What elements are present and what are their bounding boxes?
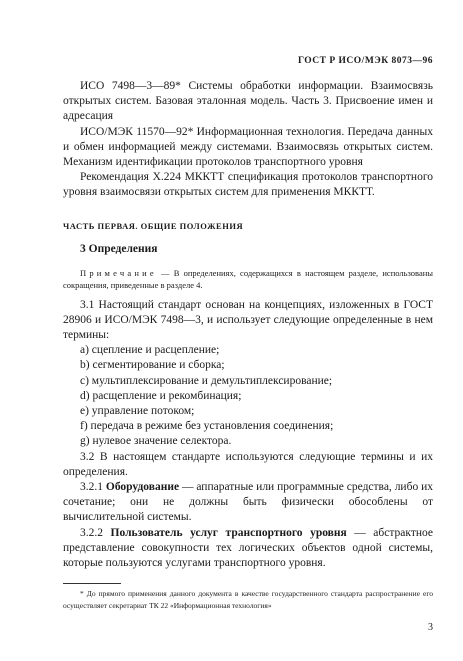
definition-3-2-1	[63, 480, 433, 526]
document-header: ГОСТ Р ИСО/МЭК 8073—96	[297, 56, 433, 66]
section-title: 3 Определения	[80, 242, 158, 255]
term-item: е) управление потоком;	[80, 405, 195, 418]
paragraph-3-1: 3.1 Настоящий стандарт основан на концепциях, изложенных в ГОСТ 28906 и ИСО/МЭК 7498—3, и использует следующие определенные в нем термины:	[63, 298, 433, 342]
term-item: g) нулевое значение селектора.	[80, 435, 232, 448]
footnote-divider	[63, 583, 121, 584]
definition-3-2-2	[63, 526, 433, 572]
definition-number: 3.2.2	[80, 526, 111, 539]
term-item: с) мультиплексирование и демультиплексирование;	[80, 374, 333, 387]
paragraph-3-2: 3.2 В настоящем стандарте используются следующие термины и их определения.	[63, 450, 433, 478]
term-item: а) сцепление и расцепление;	[80, 344, 220, 357]
definition-term: Оборудование	[105, 481, 180, 494]
definition-text: — аппаратные или программные средства, либо их сочетание; они не должны быть физически обособлены от вычислительной системы.	[63, 481, 433, 524]
definition-text: — абстрактное представление совокупности тех логических объектов одной системы, которые пользуются услугами транспортного уровня.	[63, 526, 433, 570]
reference-item: ИСО 7498—3—89* Системы обработки информации. Взаимосвязь открытых систем. Базовая эталонная модель. Часть 3. Присвоение имен и адресация	[63, 80, 433, 123]
page-number: 3	[428, 622, 433, 633]
term-item: f) передача в режиме без установления соединения;	[80, 420, 334, 433]
reference-item: Рекомендация Х.224 МККТТ спецификация протоколов транспортного уровня взаимосвязи открытых систем для применения МККТТ.	[63, 171, 433, 199]
note-label: Примечание	[80, 267, 157, 278]
reference-item: ИСО/МЭК 11570—92* Информационная технология. Передача данных и обмен информацией между системами. Взаимосвязь открытых систем. Механизм идентификации протоколов транспортного уровня	[63, 125, 433, 169]
page-content	[63, 79, 433, 611]
definition-term: Пользователь услуг транспортного уровня	[110, 526, 347, 539]
part-title: ЧАСТЬ ПЕРВАЯ. ОБЩИЕ ПОЛОЖЕНИЯ	[63, 220, 244, 231]
note	[63, 267, 433, 292]
footnote: * До прямого применения данного документа в качестве государственного стандарта распространение его осуществляет секретариат ТК 22 «Информационная технология»	[63, 589, 433, 610]
term-item: d) расщепление и рекомбинация;	[80, 389, 242, 402]
note-text: — В определениях, содержащихся в настоящем разделе, использованы сокращения, приведенные в разделе 4.	[63, 267, 433, 291]
term-item: b) сегментирование и сборка;	[80, 359, 225, 372]
definition-number: 3.2.1	[80, 481, 106, 494]
